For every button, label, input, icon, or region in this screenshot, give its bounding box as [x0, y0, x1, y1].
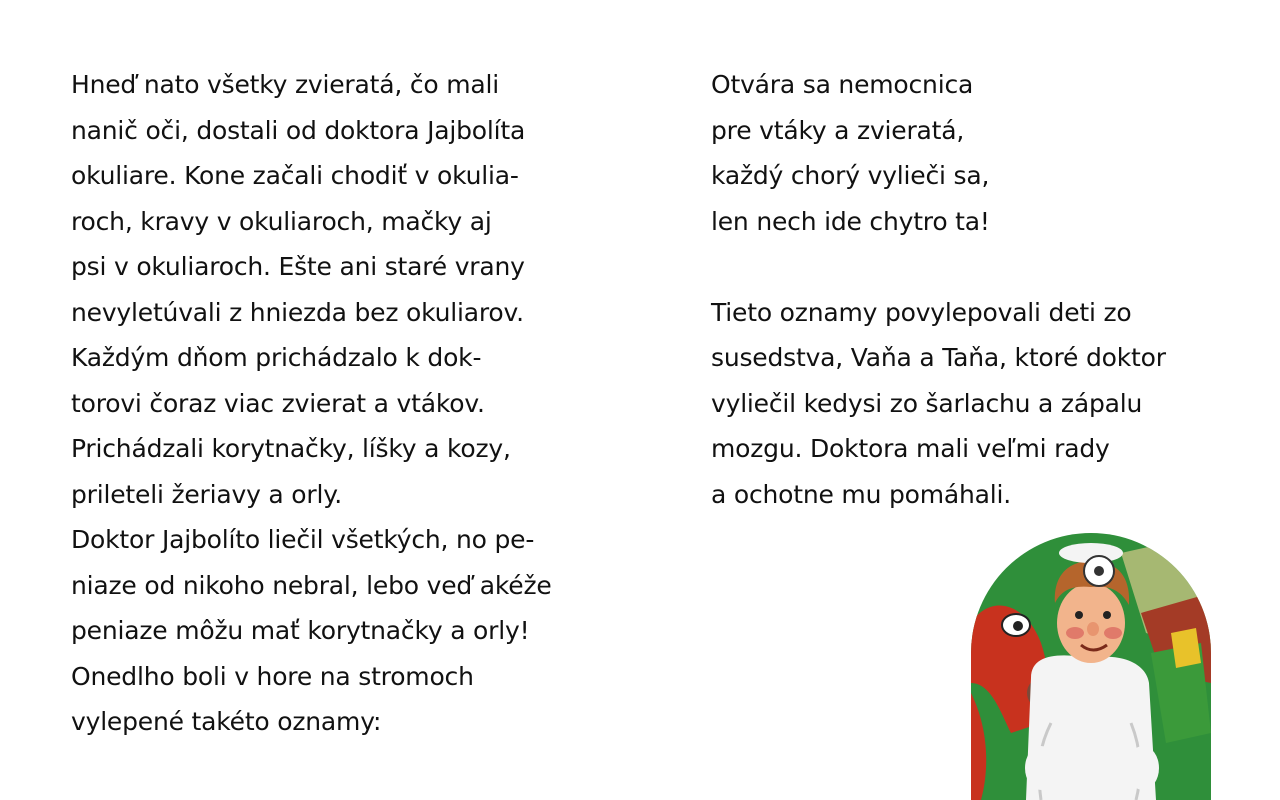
- doctor-left-hand: [1025, 746, 1057, 790]
- stanza-gap: [711, 244, 1251, 290]
- text-line: roch, kravy v okuliaroch, mačky aj: [71, 206, 492, 236]
- right-text-column: [711, 62, 1251, 517]
- poem-line: každý chorý vylieči sa,: [711, 161, 990, 190]
- text-line: a ochotne mu pomáhali.: [711, 479, 1012, 509]
- doctor-right-hand: [1127, 746, 1159, 790]
- story-paragraph: [711, 290, 1251, 518]
- doctor-illustration: [971, 533, 1211, 800]
- poem-line: pre vtáky a zvieratá,: [711, 115, 965, 145]
- text-line: mozgu. Doktora mali veľmi rady: [711, 434, 1110, 463]
- text-line: prileteli žeriavy a orly.: [71, 479, 342, 509]
- text-line: Každým dňom prichádzalo k dok-: [71, 343, 482, 372]
- text-line: torovi čoraz viac zvierat a vtákov.: [71, 388, 485, 418]
- text-line: susedstva, Vaňa a Taňa, ktoré doktor: [711, 343, 1166, 372]
- text-line: psi v okuliaroch. Ešte ani staré vrany: [71, 252, 525, 281]
- text-line: nanič oči, dostali od doktora Jajbolíta: [71, 115, 526, 145]
- text-line: vylepené takéto oznamy:: [71, 707, 382, 736]
- poem-line: Otvára sa nemocnica: [711, 70, 974, 99]
- parrot-yellow-patch: [1171, 628, 1201, 668]
- text-line: Doktor Jajbolíto liečil všetkých, no pe-: [71, 525, 535, 554]
- horse-pupil: [1013, 621, 1023, 631]
- head-mirror-center: [1094, 566, 1104, 576]
- doctor-right-cheek: [1104, 627, 1122, 639]
- doctor-nose: [1087, 622, 1099, 636]
- text-line: Prichádzali korytnačky, líšky a kozy,: [71, 434, 511, 463]
- text-line: niaze od nikoho nebral, lebo veď akéže: [71, 570, 552, 600]
- text-line: Onedlho boli v hore na stromoch: [71, 661, 474, 691]
- text-line: Hneď nato všetky zvieratá, čo mali: [71, 70, 499, 99]
- doctor-right-eye: [1103, 611, 1111, 619]
- left-text-column: [71, 62, 631, 745]
- text-line: peniaze môžu mať korytnačky a orly!: [71, 616, 530, 645]
- text-line: nevyletúvali z hniezda bez okuliarov.: [71, 297, 524, 327]
- doctor-left-cheek: [1066, 627, 1084, 639]
- hospital-poem: [711, 62, 1251, 244]
- poem-line: len nech ide chytro ta!: [711, 206, 990, 236]
- doctor-with-horse-image: [971, 533, 1211, 800]
- text-line: Tieto oznamy povylepovali deti zo: [711, 297, 1132, 327]
- text-line: vyliečil kedysi zo šarlachu a zápalu: [711, 388, 1143, 418]
- doctor-left-eye: [1075, 611, 1083, 619]
- text-line: okuliare. Kone začali chodiť v okulia-: [71, 161, 519, 190]
